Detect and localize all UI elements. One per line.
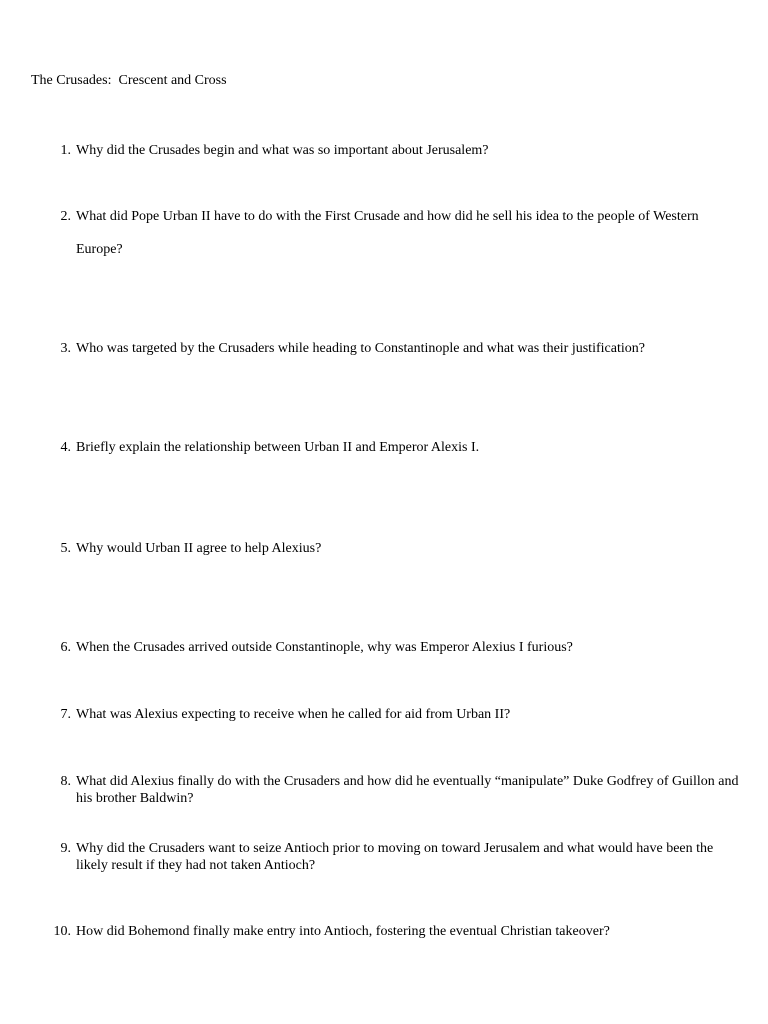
question-number: 4. bbox=[60, 440, 71, 455]
question-5 bbox=[60, 540, 744, 557]
question-1 bbox=[60, 142, 744, 159]
question-text: Why did the Crusaders want to seize Antioch prior to moving on toward Jerusalem and what would have been the likely result if they had not taken Antioch? bbox=[76, 841, 714, 873]
question-2 bbox=[60, 200, 744, 266]
page-title: The Crusades: Crescent and Cross bbox=[31, 73, 227, 88]
question-text: Why did the Crusades begin and what was so important about Jerusalem? bbox=[76, 143, 489, 158]
question-text: What did Pope Urban II have to do with the First Crusade and how did he sell his idea to the people of Western Europe? bbox=[76, 209, 699, 257]
question-text: Why would Urban II agree to help Alexius? bbox=[76, 541, 322, 556]
question-number: 6. bbox=[60, 640, 71, 655]
question-number: 9. bbox=[60, 841, 71, 856]
question-number: 10. bbox=[53, 924, 71, 939]
question-text: What was Alexius expecting to receive when he called for aid from Urban II? bbox=[76, 707, 511, 722]
question-8 bbox=[60, 773, 744, 807]
question-text: What did Alexius finally do with the Crusaders and how did he eventually “manipulate” Duke Godfrey of Guillon and his brother Baldwin? bbox=[76, 774, 739, 806]
question-number: 7. bbox=[60, 707, 71, 722]
question-6 bbox=[60, 639, 744, 656]
question-text: When the Crusades arrived outside Constantinople, why was Emperor Alexius I furious? bbox=[76, 640, 573, 655]
question-number: 1. bbox=[60, 143, 71, 158]
question-4 bbox=[60, 439, 744, 456]
question-text: Who was targeted by the Crusaders while heading to Constantinople and what was their justification? bbox=[76, 341, 645, 356]
question-3 bbox=[60, 340, 744, 357]
question-7 bbox=[60, 706, 744, 723]
question-9 bbox=[60, 840, 744, 874]
question-number: 3. bbox=[60, 341, 71, 356]
question-10 bbox=[53, 923, 744, 940]
question-number: 5. bbox=[60, 541, 71, 556]
question-number: 2. bbox=[60, 209, 71, 224]
question-text: How did Bohemond finally make entry into Antioch, fostering the eventual Christian takeover? bbox=[76, 924, 610, 939]
question-text: Briefly explain the relationship between Urban II and Emperor Alexis I. bbox=[76, 440, 480, 455]
question-number: 8. bbox=[60, 774, 71, 789]
